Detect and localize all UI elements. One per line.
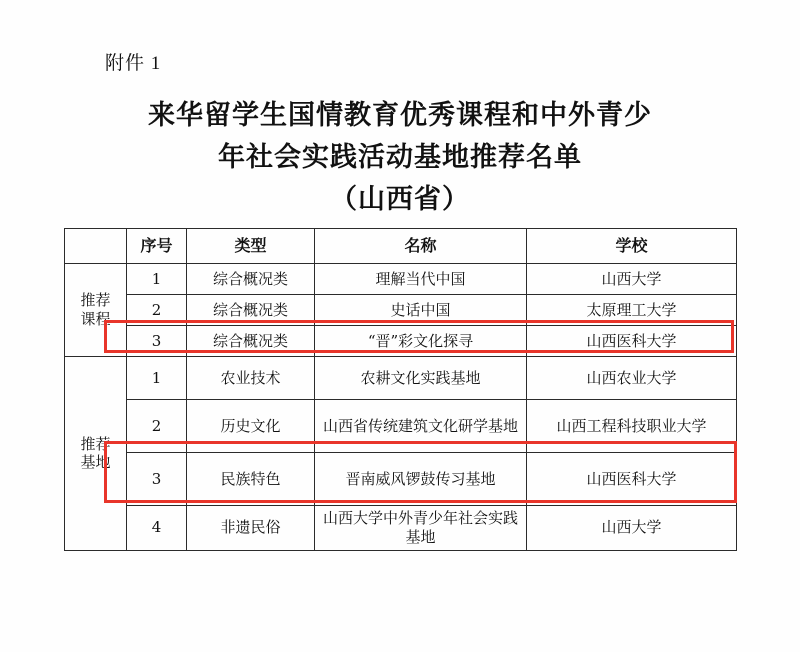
cell-index: 4 — [127, 506, 187, 551]
group-label-line-2: 课程 — [80, 310, 111, 328]
cell-index: 3 — [127, 326, 187, 357]
cell-index: 2 — [127, 295, 187, 326]
attachment-label: 附件 1 — [105, 53, 162, 74]
table-row — [65, 357, 737, 400]
cell-school: 山西农业大学 — [527, 357, 737, 400]
cell-school: 山西医科大学 — [527, 326, 737, 357]
column-header-type: 类型 — [187, 229, 315, 264]
cell-school: 太原理工大学 — [527, 295, 737, 326]
cell-name: 农耕文化实践基地 — [315, 357, 527, 400]
column-header-index: 序号 — [127, 229, 187, 264]
cell-school: 山西大学 — [527, 264, 737, 295]
title-line-2: 年社会实践活动基地推荐名单 — [218, 141, 582, 173]
column-header-name: 名称 — [315, 229, 527, 264]
table-row-highlighted — [65, 453, 737, 506]
cell-index: 1 — [127, 357, 187, 400]
group-label-course — [65, 264, 127, 357]
table-row — [65, 506, 737, 551]
page-title — [100, 95, 700, 221]
cell-type: 综合概况类 — [187, 295, 315, 326]
group-label-base — [65, 357, 127, 551]
cell-name: 山西大学中外青少年社会实践基地 — [315, 506, 527, 551]
cell-index: 1 — [127, 264, 187, 295]
title-line-1: 来华留学生国情教育优秀课程和中外青少 — [148, 100, 652, 131]
cell-type: 非遗民俗 — [187, 506, 315, 551]
cell-school: 山西医科大学 — [527, 453, 737, 506]
cell-type: 历史文化 — [187, 400, 315, 453]
table-row-highlighted — [65, 326, 737, 357]
table-row — [65, 400, 737, 453]
title-line-3: （山西省） — [330, 183, 470, 215]
cell-name: “晋”彩文化探寻 — [315, 326, 527, 357]
cell-type: 农业技术 — [187, 357, 315, 400]
table-header-row — [65, 229, 737, 264]
cell-type: 民族特色 — [187, 453, 315, 506]
column-header-school: 学校 — [527, 229, 737, 264]
cell-name: 史话中国 — [315, 295, 527, 326]
group-label-line-1: 推荐 — [80, 291, 111, 310]
cell-type: 综合概况类 — [187, 326, 315, 357]
cell-index: 3 — [127, 453, 187, 506]
cell-school: 山西大学 — [527, 506, 737, 551]
recommendation-table — [64, 228, 737, 551]
group-label-line-1: 推荐 — [80, 434, 111, 453]
cell-type: 综合概况类 — [187, 264, 315, 295]
table-row — [65, 264, 737, 295]
cell-name: 山西省传统建筑文化研学基地 — [315, 400, 527, 453]
group-label-line-2: 基地 — [80, 453, 111, 472]
cell-school: 山西工程科技职业大学 — [527, 400, 737, 453]
table-row — [65, 295, 737, 326]
cell-index: 2 — [127, 400, 187, 453]
cell-name: 晋南威风锣鼓传习基地 — [315, 453, 527, 506]
cell-name: 理解当代中国 — [315, 264, 527, 295]
column-header-group — [65, 229, 127, 264]
